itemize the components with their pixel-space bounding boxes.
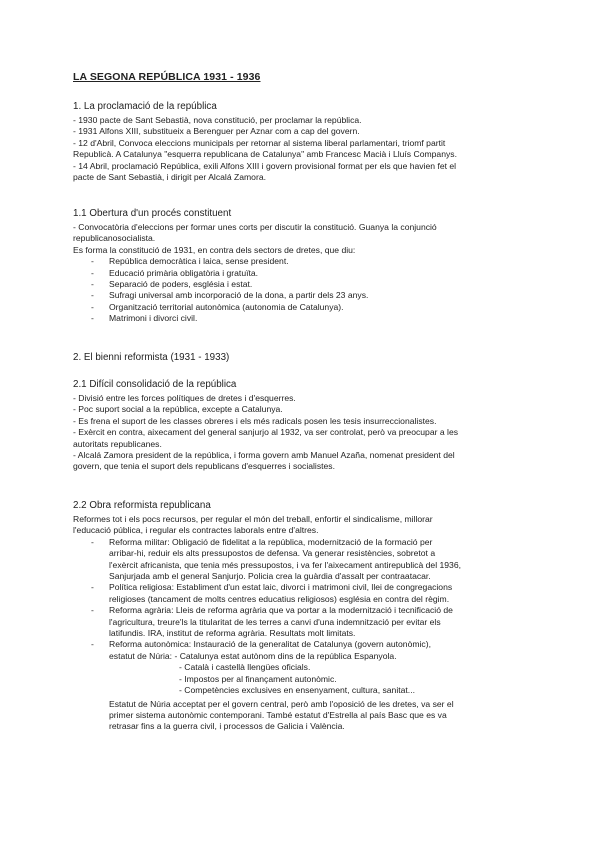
item-line: religioses (tancament de molts centres educatius religiosos) església en contra del règim. [109,593,450,604]
section-heading: 2. El bienni reformista (1931 - 1933) [73,352,230,363]
list-item: - República democràtica i laica, sense president. [73,256,538,267]
section-2-2 [73,500,538,733]
paragraph-line: - 1931 Alfons XIII, substitueix a Berenguer per Aznar com a cap del govern. [73,126,360,137]
closing-line: primer sistema autonòmic contemporani. També estatut d'Estrella al país Basc que es va [109,709,447,720]
paragraph-line: l'educació pública, i regular els contractes laborals entre d'altres. [73,525,319,536]
paragraph-line: - Convocatòria d'eleccions per formar unes corts per discutir la constitució. Guanya la conjunció [73,222,437,232]
section-2 [73,352,538,364]
list-item: - Matrimoni i divorci civil. [73,313,538,324]
closing-line: retrasar fins a la guerra civil, i processos de Galicia i València. [109,721,345,732]
section-heading: 1.1 Obertura d'un procés constituent [73,208,232,219]
section-heading: 1. La proclamació de la república [73,101,217,112]
item-first-line: Política religiosa: Establiment d'un estat laic, divorci i matrimoni civil, llei de congregacions [109,582,453,593]
list-item-religious-policy [73,582,538,605]
paragraph-line: autoritats republicanes. [73,438,162,449]
paragraph-line: - Exèrcit en contra, aixecament del general sanjurjo al 1932, va ser controlat, però va preocupar a les [73,427,459,438]
list-item-autonomic-reform [73,639,538,662]
document-title: LA SEGONA REPÚBLICA 1931 - 1936 [73,71,261,83]
sub-item-line: - Català i castellà llengües oficials. [179,662,311,673]
paragraph-line: republicanosocialista. [73,233,156,244]
closing-line: Estatut de Núria acceptat per el govern central, però amb l'oposició de les dretes, va ser el [109,698,454,709]
list-item: - Separació de poders, església i estat. [73,279,538,290]
sub-item-line: - Impostos per al finançament autonòmic. [179,673,337,684]
list-item: - Educació primària obligatòria i gratuïta. [73,268,538,279]
item-line: Sanjurjada amb el general Sanjurjo. Policia crea la guàrdia d'assalt per contraatacar. [109,571,431,582]
paragraph-line: Reformes tot i els pocs recursos, per regular el món del treball, enfortir el sindicalisme, millorar [73,514,433,524]
paragraph-line: Republicà. A Catalunya "esquerra republicana de Catalunya" amb Francesc Macià i Lluís Companys. [73,149,457,160]
paragraph-line: Es forma la constitució de 1931, en contra dels sectors de dretes, que diu: [73,244,356,255]
section-heading: 2.1 Difícil consolidació de la república [73,379,237,390]
list-item-agrarian-reform [73,605,538,639]
paragraph-line: - Divisió entre les forces polítiques de dretes i d'esquerres. [73,393,296,403]
item-line: l'exèrcit africanista, que tenia més pressupostos, i va fer l'aixecament antirepublicà del 1936, [109,559,461,570]
paragraph-line: govern, que tenia el suport dels republicans d'esquerres i socialistes. [73,461,335,472]
section-heading: 2.2 Obra reformista republicana [73,500,211,511]
paragraph-line: - Alcalá Zamora president de la república, i forma govern amb Manuel Azaña, nomenat president del [73,450,455,461]
section-2-1 [73,379,538,473]
paragraph-line: pacte de Sant Sebastià, i dirigit per Alcalá Zamora. [73,172,266,183]
list-item-military-reform [73,537,538,583]
constitution-list [73,256,538,324]
list-item: - Organització territorial autonòmica (autonomia de Catalunya). [73,302,538,313]
section-1 [73,101,538,183]
item-first-line: Reforma militar: Obligació de fidelitat a la república, modernització de la formació per [109,536,433,547]
section-1-1 [73,208,538,325]
list-item: - Sufragi universal amb incorporació de la dona, a partir dels 23 anys. [73,290,538,301]
item-first-line: Reforma autonòmica: Instauració de la generalitat de Catalunya (govern autonòmic), [109,639,431,650]
sub-item-line: - Competències exclusives en ensenyament, cultura, sanitat... [179,685,415,696]
item-line: estatut de Núria: - Catalunya estat autònom dins de la república Espanyola. [109,650,397,661]
paragraph-line: - Es frena el suport de les classes obreres i els més radicals posen les tesis insurreccionalistes. [73,415,437,426]
item-line: arribar-hi, reduir els alts pressupostos de defensa. Va generar resistències, sobretot a [109,548,436,559]
item-line: l'agricultura, treure'ls la titularitat de les terres a canvi d'una indemnització per evitar els [109,616,441,627]
reforms-list [73,537,538,662]
paragraph-line: - 12 d'Abril, Convoca eleccions municipals per retornar al sistema liberal parlamentari, triomf partit [73,137,446,148]
paragraph-line: - Poc suport social a la república, excepte a Catalunya. [73,404,283,415]
item-line: latifundis. IRA, institut de reforma agrària. Resultats molt limitats. [109,628,356,639]
paragraph-line: - 1930 pacte de Sant Sebastià, nova constitució, per proclamar la república. [73,115,362,125]
item-first-line: Reforma agrària: Lleis de reforma agrària que va portar a la modernització i tecnificació de [109,605,453,616]
paragraph-line: - 14 Abril, proclamació República, exili Alfons XIII i govern provisional format per els que havien fet el [73,160,457,171]
